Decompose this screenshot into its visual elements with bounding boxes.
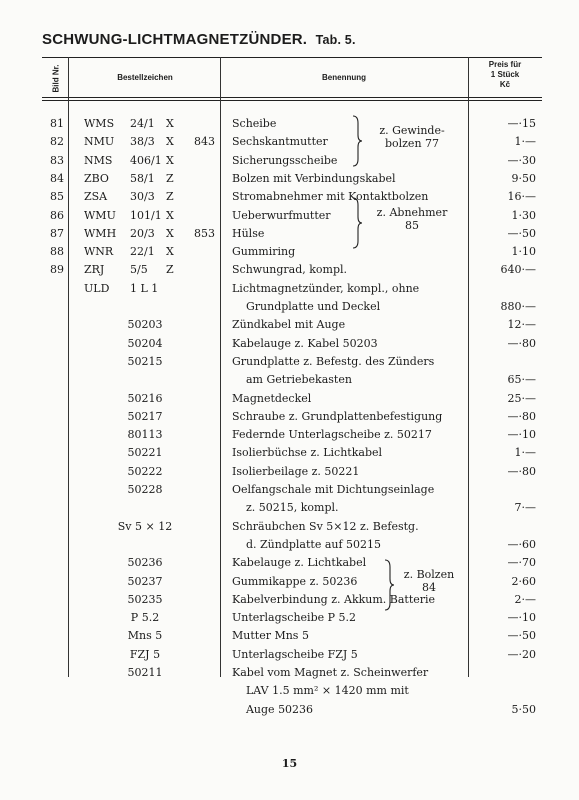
brace-note-line: 85 [405,219,419,232]
description-cell: Ueberwurfmutter [232,208,331,222]
price-cell: —·30 [507,153,536,167]
header-bild-nr [44,62,68,94]
description-cell: am Getriebekasten [232,373,352,387]
description-cell: Grundplatte und Deckel [232,300,381,313]
extra-number-cell: 843 [194,135,215,149]
brace-note-line: z. Bolzen [403,568,455,581]
description-cell: Mutter Mns 5 [232,629,309,643]
table-row [42,280,542,298]
number-cell: 406/1 [130,153,162,167]
number-cell: 22/1 [130,245,155,259]
order-number-cell: Mns 5 [127,629,163,643]
type-letter-cell: X [166,117,174,130]
table-row [42,371,542,389]
order-number-cell: 50217 [127,409,163,423]
page-number: 15 [281,757,298,770]
type-letter-cell: X [166,245,174,259]
table-row [42,335,542,353]
order-number-cell: 80113 [127,428,163,442]
table-row [42,225,542,243]
header-bild-nr-text: Bild Nr. [51,63,61,93]
table-row [42,518,542,536]
number-cell: 20/3 [130,226,155,240]
description-cell: Schraube z. Grundplattenbefestigung [232,409,443,423]
table-row [42,298,542,316]
price-cell: 25·— [507,391,536,405]
price-cell: 1·— [514,446,536,460]
price-cell: 65·— [507,373,536,387]
header-preis-line1: Preis für [488,60,522,69]
price-cell: 1·30 [511,208,536,222]
order-number-cell: 50228 [127,483,163,496]
table-row [42,243,542,261]
price-cell: 7·— [514,501,536,515]
code-cell: WNR [84,245,114,259]
price-cell: —·10 [507,428,536,442]
table-row [42,170,542,188]
type-letter-cell: Z [166,263,174,277]
price-cell: —·80 [507,464,536,478]
description-cell: Bolzen mit Verbindungskabel [232,171,396,185]
table-row [42,627,542,645]
description-cell: Gummiring [232,245,296,259]
description-cell: Grundplatte z. Befestg. des Zünders [232,354,435,368]
table-row [42,353,542,371]
order-number-cell: 50221 [127,446,163,460]
table-row [42,463,542,481]
table-row [42,609,542,627]
order-number-cell: Sv 5 × 12 [117,519,173,533]
table-row [42,207,542,225]
description-cell: Kabelauge z. Kabel 50203 [232,336,378,350]
number-cell: 38/3 [130,135,155,149]
extra-number-cell: 853 [194,226,215,240]
code-cell: WMU [84,208,116,222]
description-cell: d. Zündplatte auf 50215 [232,537,382,551]
number-cell: 5/5 [130,263,148,277]
header-bestellzeichen: Bestellzeichen [117,73,173,82]
order-number-cell: FZJ 5 [129,647,161,661]
page-title [42,31,356,48]
brace-note-abnehmer [352,197,462,249]
table-row [42,481,542,499]
table-row [42,646,542,664]
price-cell: —·10 [507,611,536,625]
description-cell: Lichtmagnetzünder, kompl., ohne [232,281,420,295]
table-row [42,499,542,517]
bild-nr-cell: 83 [50,153,64,167]
price-cell: 2·60 [511,574,536,588]
description-cell: Scheibe [232,117,277,130]
header-preis [468,60,542,90]
price-cell: 2·— [514,592,536,606]
code-cell: WMS [84,117,115,130]
description-cell: Zündkabel mit Auge [232,318,346,332]
brace-note-bolzen [384,559,464,611]
description-cell: Schwungrad, kompl. [232,263,348,277]
code-cell: ULD [84,281,110,295]
price-cell: —·80 [507,409,536,423]
description-cell: Sicherungsscheibe [232,153,338,167]
price-cell: 880·— [500,300,536,313]
title-text: SCHWUNG-LICHTMAGNETZÜNDER. [42,31,308,48]
order-number-cell: 50211 [127,666,163,679]
description-cell: Kabel vom Magnet z. Scheinwerfer [232,666,429,679]
bild-nr-cell: 86 [50,208,64,222]
price-cell: 12·— [507,318,536,332]
order-number-cell: 50236 [127,556,163,570]
top-rule [42,57,542,58]
table-row [42,682,542,700]
price-cell: 16·— [507,190,536,204]
description-cell: Kabelverbindung z. Akkum. Batterie [232,592,436,606]
order-number-cell: 50222 [127,464,163,478]
number-cell: 58/1 [130,171,155,185]
code-cell: ZBO [84,171,109,185]
table-row [42,554,542,572]
table-row [42,115,542,133]
price-cell: 1·— [514,135,536,149]
order-number-cell: 50204 [127,336,163,350]
code-cell: NMU [84,135,115,149]
description-cell: Isolierbüchse z. Lichtkabel [232,446,383,460]
code-cell: ZSA [84,190,108,204]
table-row [42,152,542,170]
description-cell: Federnde Unterlagscheibe z. 50217 [232,428,432,442]
bild-nr-cell: 84 [50,171,64,185]
code-cell: WMH [84,226,117,240]
bild-nr-cell: 81 [50,117,64,130]
table-row [42,408,542,426]
price-cell: —·70 [507,556,536,570]
type-letter-cell: X [166,135,174,149]
description-cell: Unterlagscheibe FZJ 5 [232,647,358,661]
table-row [42,426,542,444]
price-cell: 5·50 [511,702,536,716]
brace-icon [352,197,362,249]
order-number-cell: 50203 [127,318,163,332]
description-cell: Stromabnehmer mit Kontaktbolzen [232,190,429,204]
price-cell: —·20 [507,647,536,661]
brace-note-line: 84 [422,581,436,594]
table-row [42,261,542,279]
brace-note-line: z. Gewinde- [379,124,445,137]
number-cell: 24/1 [130,117,155,130]
table-row [42,188,542,206]
order-number-cell: 50235 [127,592,163,606]
code-cell: ZRJ [84,263,105,277]
table-number: Tab. 5. [315,33,356,47]
brace-note-line: bolzen 77 [384,137,440,150]
bild-nr-cell: 87 [50,226,64,240]
header-benennung: Benennung [322,73,366,82]
order-number-cell: 50237 [127,574,163,588]
bild-nr-cell: 89 [50,263,64,277]
table-row [42,701,542,719]
description-cell: Magnetdeckel [232,391,312,405]
header-rule-double [42,100,542,101]
bild-nr-cell: 85 [50,190,64,204]
price-cell: —·60 [507,537,536,551]
type-letter-cell: X [166,208,174,222]
description-cell: LAV 1.5 mm² × 1420 mm mit [232,684,409,698]
bild-nr-cell: 82 [50,135,64,149]
order-number-cell: 50216 [127,391,163,405]
table-row [42,591,542,609]
header-rule [42,97,542,98]
price-cell: —·80 [507,336,536,350]
price-cell: —·50 [507,629,536,643]
price-cell: 9·50 [511,171,536,185]
description-cell: Isolierbeilage z. 50221 [232,464,360,478]
description-cell: z. 50215, kompl. [232,501,339,515]
table-row [42,573,542,591]
brace-icon [384,559,394,611]
table-row [42,390,542,408]
brace-icon [352,115,362,167]
brace-note-gewindebolzen [352,115,462,167]
order-number-cell: P 5.2 [130,611,160,625]
header-preis-line2: 1 Stück [490,70,520,79]
description-cell: Gummikappe z. 50236 [232,574,358,588]
bild-nr-cell: 88 [50,245,64,259]
description-cell: Hülse [232,226,265,240]
type-letter-cell: X [166,153,174,167]
number-cell: 30/3 [130,190,155,204]
description-cell: Kabelauge z. Lichtkabel [232,556,367,570]
type-letter-cell: Z [166,171,174,185]
type-letter-cell: Z [166,190,174,204]
brace-note-line: z. Abnehmer [376,206,448,219]
table-row [42,444,542,462]
code-cell: NMS [84,153,113,167]
price-cell: 640·— [500,263,536,277]
order-number-cell: 50215 [127,354,163,368]
description-cell: Schräubchen Sv 5×12 z. Befestg. [232,519,419,533]
table-row [42,664,542,682]
description-cell: Unterlagscheibe P 5.2 [232,611,357,625]
price-cell: 1·10 [511,245,536,259]
type-letter-cell: X [166,226,174,240]
header-preis-line3: Kč [499,80,511,89]
table-row [42,536,542,554]
table-row [42,316,542,334]
table-row [42,133,542,151]
number-cell: 101/1 [130,208,162,222]
price-cell: —·50 [507,226,536,240]
description-cell: Auge 50236 [232,702,314,716]
number-cell: 1 L 1 [130,281,159,295]
description-cell: Oelfangschale mit Dichtungseinlage [232,483,435,496]
price-cell: —·15 [507,117,536,130]
description-cell: Sechskantmutter [232,135,328,149]
